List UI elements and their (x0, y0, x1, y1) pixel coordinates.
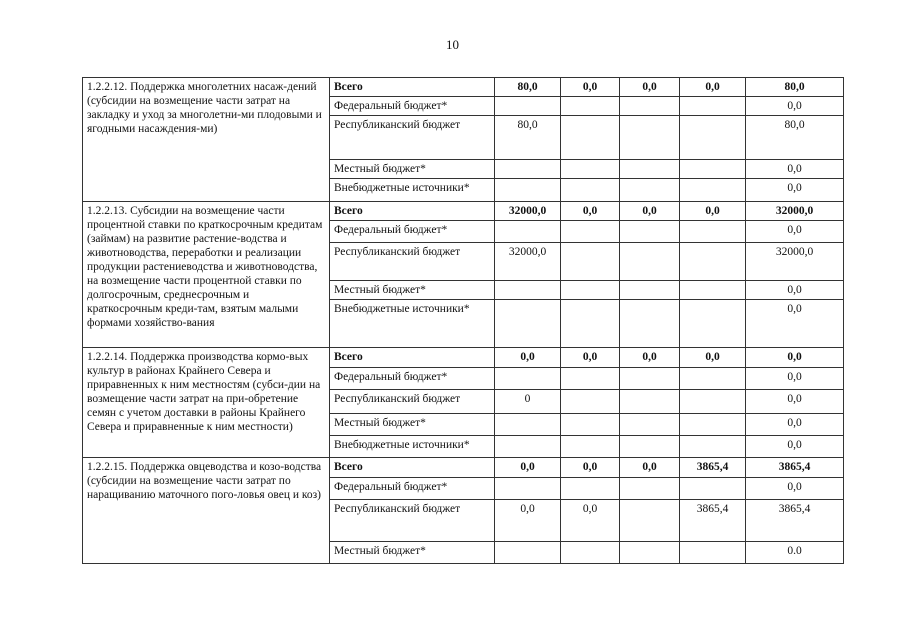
table-row (83, 458, 844, 478)
amount-cell (680, 414, 746, 436)
amount-cell (620, 478, 680, 500)
amount-cell (620, 116, 680, 160)
amount-cell: 80,0 (495, 116, 561, 160)
table-row (83, 78, 844, 97)
amount-cell: 3865,4 (746, 500, 844, 542)
table-row (83, 202, 844, 221)
amount-cell: 0,0 (495, 458, 561, 478)
amount-cell (561, 160, 620, 179)
amount-cell (680, 179, 746, 202)
amount-cell: 0,0 (746, 390, 844, 414)
amount-cell: 0,0 (620, 78, 680, 97)
funding-source: Федеральный бюджет* (330, 97, 495, 116)
amount-cell (620, 368, 680, 390)
funding-source: Внебюджетные источники* (330, 436, 495, 458)
funding-source: Внебюджетные источники* (330, 179, 495, 202)
amount-cell (680, 243, 746, 281)
funding-source: Местный бюджет* (330, 281, 495, 300)
amount-cell (680, 97, 746, 116)
amount-cell: 0,0 (746, 179, 844, 202)
funding-source: Федеральный бюджет* (330, 221, 495, 243)
amount-cell: 0,0 (746, 221, 844, 243)
amount-cell (495, 414, 561, 436)
amount-cell (680, 542, 746, 564)
amount-cell (561, 179, 620, 202)
amount-cell: 0,0 (746, 97, 844, 116)
amount-cell: 32000,0 (746, 202, 844, 221)
amount-cell (495, 179, 561, 202)
amount-cell: 32000,0 (746, 243, 844, 281)
amount-cell: 32000,0 (495, 243, 561, 281)
funding-source: Местный бюджет* (330, 414, 495, 436)
amount-cell: 0,0 (561, 500, 620, 542)
amount-cell: 0,0 (746, 281, 844, 300)
amount-cell: 3865,4 (680, 500, 746, 542)
amount-cell (495, 300, 561, 348)
amount-cell (495, 160, 561, 179)
amount-cell (680, 390, 746, 414)
amount-cell: 0,0 (680, 348, 746, 368)
amount-cell: 80,0 (746, 78, 844, 97)
amount-cell (680, 300, 746, 348)
funding-source: Республиканский бюджет (330, 116, 495, 160)
amount-cell: 0,0 (620, 458, 680, 478)
amount-cell (680, 160, 746, 179)
amount-cell (561, 542, 620, 564)
amount-cell (495, 97, 561, 116)
amount-cell (561, 116, 620, 160)
amount-cell (620, 97, 680, 116)
activity-description: 1.2.2.15. Поддержка овцеводства и козо-водства (субсидии на возмещение части затрат по наращиванию маточного пого-ловья овец и коз) (83, 458, 330, 564)
amount-cell: 0,0 (620, 202, 680, 221)
funding-source: Республиканский бюджет (330, 243, 495, 281)
amount-cell (495, 542, 561, 564)
amount-cell: 0,0 (746, 478, 844, 500)
amount-cell: 0,0 (746, 160, 844, 179)
amount-cell (620, 542, 680, 564)
amount-cell: 0.0 (746, 542, 844, 564)
funding-source: Федеральный бюджет* (330, 478, 495, 500)
amount-cell (561, 368, 620, 390)
amount-cell (680, 221, 746, 243)
amount-cell: 0,0 (561, 348, 620, 368)
amount-cell (561, 281, 620, 300)
amount-cell (680, 368, 746, 390)
amount-cell: 32000,0 (495, 202, 561, 221)
amount-cell (561, 390, 620, 414)
amount-cell (620, 436, 680, 458)
page-number: 10 (446, 37, 459, 52)
amount-cell (620, 243, 680, 281)
funding-source: Всего (330, 78, 495, 97)
amount-cell (561, 414, 620, 436)
amount-cell (561, 97, 620, 116)
amount-cell: 3865,4 (680, 458, 746, 478)
amount-cell: 0,0 (746, 348, 844, 368)
amount-cell (620, 390, 680, 414)
amount-cell: 0,0 (746, 300, 844, 348)
funding-source: Местный бюджет* (330, 542, 495, 564)
amount-cell (620, 281, 680, 300)
amount-cell (620, 221, 680, 243)
amount-cell: 80,0 (746, 116, 844, 160)
amount-cell (495, 281, 561, 300)
amount-cell: 0,0 (495, 500, 561, 542)
amount-cell: 0,0 (561, 458, 620, 478)
amount-cell: 0,0 (561, 78, 620, 97)
amount-cell (495, 478, 561, 500)
amount-cell (561, 243, 620, 281)
funding-source: Всего (330, 202, 495, 221)
amount-cell (561, 221, 620, 243)
amount-cell (620, 300, 680, 348)
amount-cell (561, 436, 620, 458)
table-row (83, 348, 844, 368)
activity-description: 1.2.2.12. Поддержка многолетних насаж-дений (субсидии на возмещение части затрат на закладку и уход за многолетни-ми плодовыми и ягодными насаждения-ми) (83, 78, 330, 202)
funding-source: Внебюджетные источники* (330, 300, 495, 348)
amount-cell (620, 179, 680, 202)
amount-cell: 0,0 (561, 202, 620, 221)
amount-cell: 0,0 (680, 78, 746, 97)
amount-cell: 3865,4 (746, 458, 844, 478)
funding-source: Республиканский бюджет (330, 500, 495, 542)
amount-cell (495, 368, 561, 390)
amount-cell (680, 436, 746, 458)
amount-cell: 0 (495, 390, 561, 414)
amount-cell (561, 478, 620, 500)
amount-cell: 0,0 (746, 436, 844, 458)
funding-source: Всего (330, 458, 495, 478)
amount-cell: 80,0 (495, 78, 561, 97)
funding-source: Республиканский бюджет (330, 390, 495, 414)
amount-cell (680, 116, 746, 160)
amount-cell: 0,0 (680, 202, 746, 221)
amount-cell (680, 281, 746, 300)
amount-cell (561, 300, 620, 348)
funding-source: Местный бюджет* (330, 160, 495, 179)
activity-description: 1.2.2.14. Поддержка производства кормо-вых культур в районах Крайнего Севера и приравненных к ним местностям (субси-дии на возмещение части затрат на при-обретение семян с учетом доставки в районы Крайнего Севера и приравненные к ним местности) (83, 348, 330, 458)
amount-cell (495, 436, 561, 458)
amount-cell (620, 500, 680, 542)
amount-cell: 0,0 (746, 368, 844, 390)
amount-cell: 0,0 (620, 348, 680, 368)
budget-table (82, 77, 844, 564)
activity-description: 1.2.2.13. Субсидии на возмещение части процентной ставки по краткосрочным кредитам (займам) на развитие растение-водства и животноводства, переработки и реализации продукции растениеводства и животноводства, на возмещение части процентной ставки по долгосрочным, среднесрочным и краткосрочным креди-там, взятым малыми формами хозяйство-вания (83, 202, 330, 348)
amount-cell (620, 160, 680, 179)
amount-cell: 0,0 (746, 414, 844, 436)
amount-cell (680, 478, 746, 500)
amount-cell (495, 221, 561, 243)
amount-cell: 0,0 (495, 348, 561, 368)
funding-source: Всего (330, 348, 495, 368)
amount-cell (620, 414, 680, 436)
funding-source: Федеральный бюджет* (330, 368, 495, 390)
